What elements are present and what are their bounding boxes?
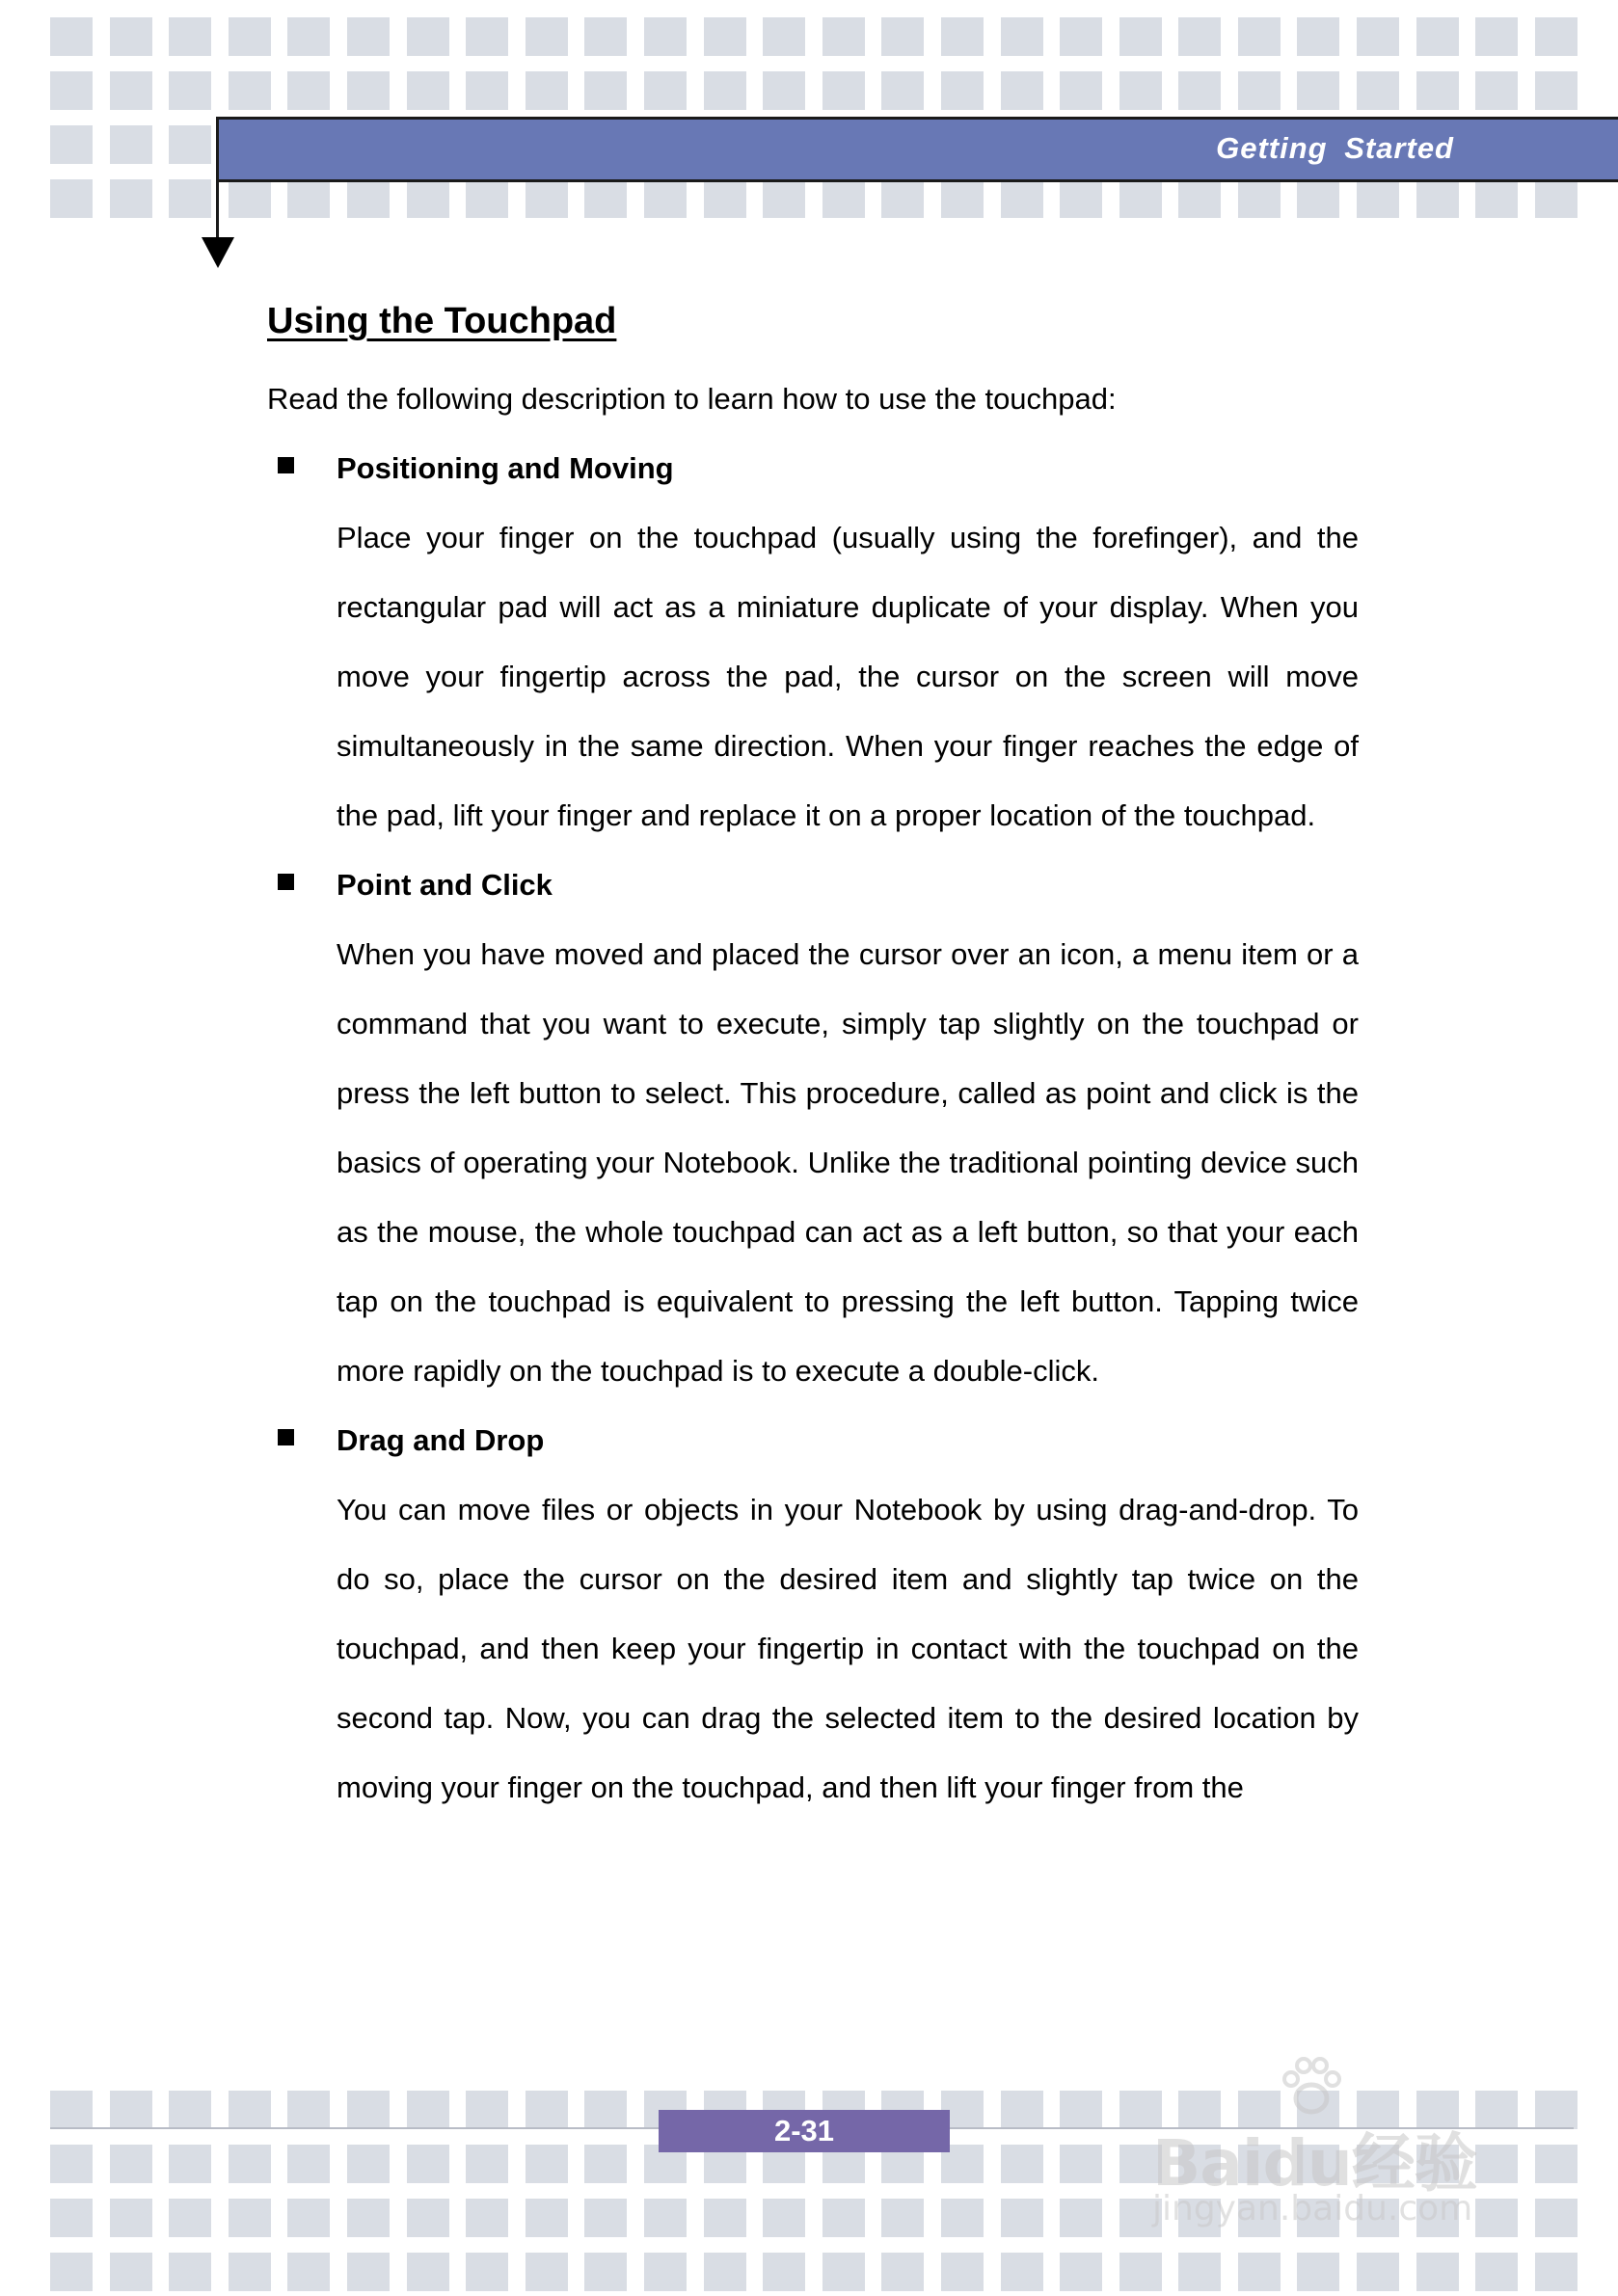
- grid-square: [881, 2253, 924, 2291]
- grid-square: [644, 2253, 687, 2291]
- grid-square: [763, 17, 805, 56]
- grid-square: [1416, 2253, 1459, 2291]
- grid-square: [229, 17, 271, 56]
- grid-square: [347, 2199, 390, 2237]
- grid-square: [169, 2199, 211, 2237]
- grid-square: [1001, 2145, 1043, 2183]
- grid-square: [763, 2199, 805, 2237]
- grid-square: [169, 2145, 211, 2183]
- grid-square: [644, 2199, 687, 2237]
- grid-square: [1001, 2253, 1043, 2291]
- grid-square: [110, 71, 152, 110]
- grid-square: [229, 71, 271, 110]
- grid-square: [229, 2199, 271, 2237]
- grid-square: [704, 179, 746, 218]
- grid-square: [466, 2253, 508, 2291]
- grid-square: [287, 2145, 330, 2183]
- grid-square: [584, 2145, 627, 2183]
- grid-square: [466, 2145, 508, 2183]
- grid-square: [347, 17, 390, 56]
- section-drag-drop: [267, 1406, 1359, 1823]
- grid-square: [584, 71, 627, 110]
- grid-square: [763, 179, 805, 218]
- grid-square: [1535, 2253, 1578, 2291]
- grid-square: [229, 2091, 271, 2129]
- grid-square: [881, 2199, 924, 2237]
- grid-square: [407, 17, 449, 56]
- grid-square: [704, 17, 746, 56]
- grid-square: [407, 2145, 449, 2183]
- watermark-url: jingyan.baidu.com: [1152, 2189, 1473, 2228]
- grid-square: [110, 179, 152, 218]
- grid-square: [526, 2145, 568, 2183]
- grid-square: [287, 2253, 330, 2291]
- grid-square: [1060, 2145, 1102, 2183]
- grid-square: [1238, 17, 1281, 56]
- grid-square: [1535, 17, 1578, 56]
- grid-square: [407, 71, 449, 110]
- grid-square: [50, 17, 93, 56]
- grid-square: [1416, 179, 1459, 218]
- grid-square: [1060, 2091, 1102, 2129]
- grid-square: [1238, 2253, 1281, 2291]
- grid-square: [169, 71, 211, 110]
- grid-square: [822, 17, 865, 56]
- watermark: [1152, 2054, 1538, 2237]
- main-content: [267, 295, 1359, 1823]
- grid-square: [584, 17, 627, 56]
- grid-square: [1357, 2253, 1399, 2291]
- grid-square: [704, 2253, 746, 2291]
- section-body: Place your finger on the touchpad (usually using the forefinger), and the rectangular pad will act as a miniature duplicate of your display. When you move your fingertip across the pad, the cursor on the screen will move simultaneously in the same direction. When your finger reaches the edge of the pad, lift your finger and replace it on a proper location of the touchpad.: [337, 521, 1359, 832]
- grid-square: [941, 179, 984, 218]
- page-number: 2-31: [659, 2110, 950, 2152]
- grid-square: [1475, 71, 1518, 110]
- grid-square: [466, 17, 508, 56]
- section-body: When you have moved and placed the cursor over an icon, a menu item or a command that you want to execute, simply tap slightly on the touchpad or press the left button to select. This procedure, called as point and click is the basics of operating your Notebook. Unlike the traditional pointing device such as the mouse, the whole touchpad can act as a left button, so that your each tap on the touchpad is equivalent to pressing the left button. Tapping twice more rapidly on the touchpad is to execute a double-click.: [337, 937, 1359, 1388]
- grid-square: [287, 2199, 330, 2237]
- grid-square: [584, 2199, 627, 2237]
- grid-square: [1060, 2253, 1102, 2291]
- intro-text: Read the following description to learn how to use the touchpad:: [267, 382, 1117, 416]
- grid-square: [466, 2199, 508, 2237]
- grid-square: [110, 2253, 152, 2291]
- grid-square: [941, 71, 984, 110]
- header-title: Getting Started: [1216, 131, 1454, 165]
- grid-square: [1357, 17, 1399, 56]
- section-title: Drag and Drop: [337, 1423, 545, 1457]
- grid-square: [1357, 71, 1399, 110]
- grid-square: [526, 17, 568, 56]
- section-body: You can move files or objects in your Notebook by using drag-and-drop. To do so, place the cursor on the desired item and slightly tap twice on the touchpad, and then keep your fingertip in contact with the touchpad on the second tap. Now, you can drag the selected item to the desired location by moving your finger on the touchpad, and then lift your finger from the: [337, 1493, 1359, 1804]
- grid-square: [466, 179, 508, 218]
- grid-square: [526, 71, 568, 110]
- grid-square: [526, 179, 568, 218]
- grid-square: [1178, 179, 1221, 218]
- grid-square: [1119, 2253, 1162, 2291]
- grid-square: [1001, 179, 1043, 218]
- grid-square: [1535, 2091, 1578, 2129]
- grid-square: [584, 2091, 627, 2129]
- grid-square: [881, 17, 924, 56]
- grid-square: [1297, 179, 1339, 218]
- grid-square: [347, 179, 390, 218]
- grid-square: [704, 2199, 746, 2237]
- grid-square: [1001, 17, 1043, 56]
- square-bullet-icon: [278, 1429, 294, 1445]
- grid-square: [822, 179, 865, 218]
- grid-square: [50, 2253, 93, 2291]
- grid-square: [229, 2145, 271, 2183]
- grid-square: [407, 2253, 449, 2291]
- grid-square: [526, 2199, 568, 2237]
- grid-square: [110, 17, 152, 56]
- grid-square: [526, 2091, 568, 2129]
- grid-square: [50, 2091, 93, 2129]
- grid-square: [169, 17, 211, 56]
- grid-square: [287, 179, 330, 218]
- grid-square: [1297, 17, 1339, 56]
- grid-square: [1416, 17, 1459, 56]
- grid-square: [1001, 2091, 1043, 2129]
- grid-square: [644, 17, 687, 56]
- grid-square: [229, 179, 271, 218]
- section-title: Positioning and Moving: [337, 451, 674, 485]
- grid-square: [1535, 179, 1578, 218]
- grid-square: [763, 2253, 805, 2291]
- grid-square: [822, 2199, 865, 2237]
- grid-square: [644, 179, 687, 218]
- grid-square: [1060, 2199, 1102, 2237]
- grid-square: [1416, 71, 1459, 110]
- grid-square: [704, 71, 746, 110]
- grid-square: [407, 179, 449, 218]
- grid-square: [1475, 17, 1518, 56]
- grid-square: [466, 2091, 508, 2129]
- grid-square: [1238, 179, 1281, 218]
- grid-square: [1297, 71, 1339, 110]
- header-divider-line: [216, 179, 219, 245]
- grid-square: [347, 2253, 390, 2291]
- grid-square: [169, 179, 211, 218]
- grid-square: [941, 17, 984, 56]
- grid-square: [1178, 17, 1221, 56]
- grid-square: [1357, 179, 1399, 218]
- grid-square: [1535, 2199, 1578, 2237]
- grid-square: [1119, 179, 1162, 218]
- grid-square: [881, 71, 924, 110]
- grid-square: [287, 71, 330, 110]
- grid-square: [644, 71, 687, 110]
- grid-square: [169, 125, 211, 164]
- grid-square: [287, 2091, 330, 2129]
- arrow-down-icon: [202, 237, 234, 268]
- grid-square: [1060, 17, 1102, 56]
- grid-square: [229, 2253, 271, 2291]
- grid-square: [110, 2091, 152, 2129]
- grid-square: [1535, 71, 1578, 110]
- section-title: Point and Click: [337, 868, 553, 902]
- grid-square: [1178, 71, 1221, 110]
- grid-square: [110, 2145, 152, 2183]
- grid-square: [1475, 2253, 1518, 2291]
- grid-square: [941, 2199, 984, 2237]
- grid-square: [526, 2253, 568, 2291]
- grid-square: [169, 2091, 211, 2129]
- grid-square: [763, 71, 805, 110]
- grid-square: [1119, 71, 1162, 110]
- grid-square: [50, 2145, 93, 2183]
- grid-square: [50, 179, 93, 218]
- grid-square: [1060, 71, 1102, 110]
- grid-square: [584, 2253, 627, 2291]
- square-bullet-icon: [278, 457, 294, 473]
- grid-square: [110, 125, 152, 164]
- grid-square: [347, 71, 390, 110]
- grid-square: [1535, 2145, 1578, 2183]
- grid-square: [287, 17, 330, 56]
- grid-square: [1060, 179, 1102, 218]
- watermark-brand: Baidu经验: [1152, 2126, 1477, 2201]
- grid-square: [1178, 2253, 1221, 2291]
- grid-square: [1119, 17, 1162, 56]
- grid-square: [50, 125, 93, 164]
- grid-square: [822, 2253, 865, 2291]
- grid-square: [1475, 179, 1518, 218]
- grid-square: [169, 2253, 211, 2291]
- grid-square: [50, 71, 93, 110]
- section-point-click: [267, 851, 1359, 1406]
- grid-square: [881, 179, 924, 218]
- header-bar: [216, 117, 1618, 182]
- page-title: Using the Touchpad: [267, 301, 617, 341]
- grid-square: [822, 71, 865, 110]
- grid-square: [407, 2199, 449, 2237]
- grid-square: [407, 2091, 449, 2129]
- section-positioning: [267, 434, 1359, 851]
- square-bullet-icon: [278, 874, 294, 890]
- grid-square: [1001, 2199, 1043, 2237]
- grid-square: [1001, 71, 1043, 110]
- grid-square: [466, 71, 508, 110]
- grid-square: [1238, 71, 1281, 110]
- grid-square: [584, 179, 627, 218]
- grid-square: [347, 2145, 390, 2183]
- grid-square: [941, 2253, 984, 2291]
- grid-square: [347, 2091, 390, 2129]
- grid-square: [110, 2199, 152, 2237]
- grid-square: [50, 2199, 93, 2237]
- grid-square: [1297, 2253, 1339, 2291]
